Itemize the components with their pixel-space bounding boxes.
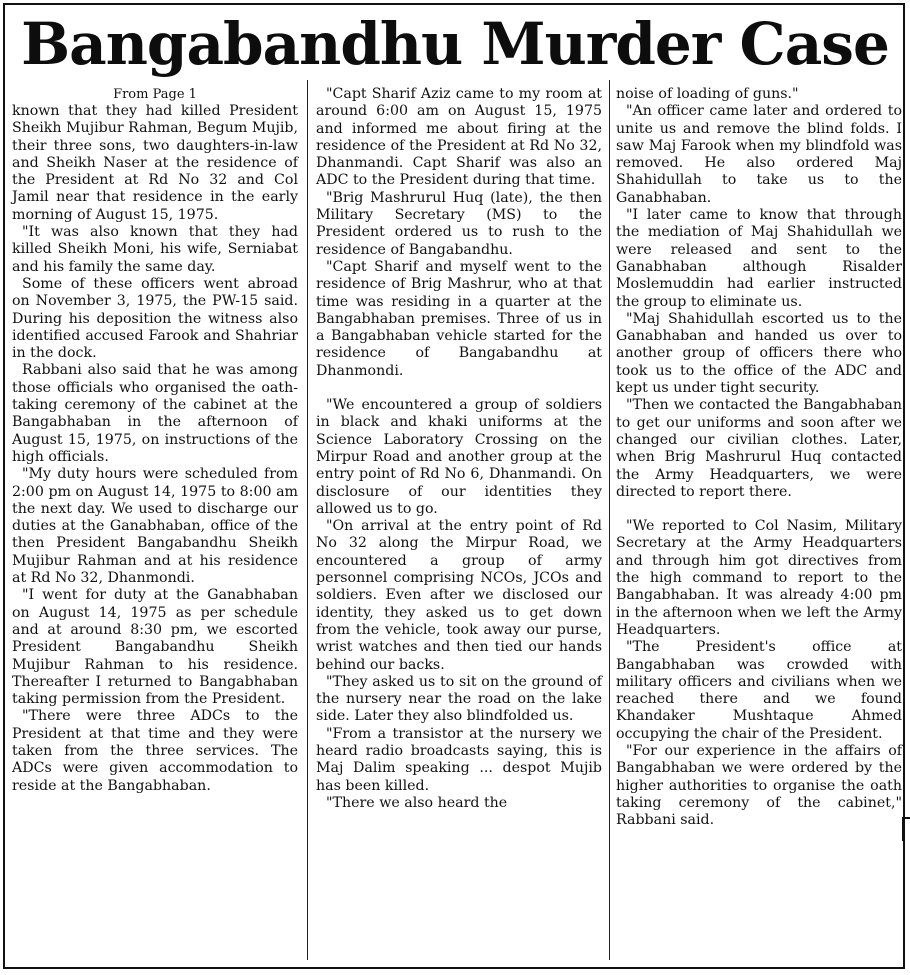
article-column-2 xyxy=(316,86,602,812)
paragraph: "We reported to Col Nasim, Military Secretary at the Army Headquarters and through him got directives from the high command to report to the Bangabhaban. It was already 4:00 pm in the afternoon when we left the Army Headquarters. xyxy=(616,518,902,638)
paragraph: Rabbani also said that he was among those officials who organised the oath-taking ceremony of the cabinet at the Bangabhaban in the afternoon of August 15, 1975, on instructions of the high officials. xyxy=(12,362,298,465)
crop-mark xyxy=(902,817,904,841)
paragraph: noise of loading of guns." xyxy=(616,86,799,102)
paragraph: Some of these officers went abroad on November 3, 1975, the PW-15 said. During his deposition the witness also identified accused Farook and Shahriar in the dock. xyxy=(12,275,298,362)
paragraph: "I later came to know that through the mediation of Maj Shahidullah we were released and sent to the Ganabhaban although Risalder Moslemuddin had earlier instructed the group to eliminate us. xyxy=(616,207,902,310)
paragraph: "From a transistor at the nursery we heard radio broadcasts saying, this is Maj Dalim speaking ... despot Mujib has been killed. xyxy=(316,725,602,794)
paragraph: "Capt Sharif and myself went to the residence of Brig Mashrur, who at that time was residing in a quarter at the Bangabhaban premises. Three of us in a Bangabhaban vehicle started for the residence of Bangabandhu at Dhanmondi. xyxy=(316,258,602,379)
column-rule xyxy=(307,80,308,960)
paragraph: known that they had killed President Sheikh Mujibur Rahman, Begum Mujib, their three sons, two daughters-in-law and Sheikh Naser at the residence of the President at Rd No 32 and Col Jamil near that residence in the early morning of August 15, 1975. xyxy=(12,103,299,223)
paragraph: "There were three ADCs to the President at that time and they were taken from the three services. The ADCs were given accommodation to reside at the Bangabhaban. xyxy=(12,708,298,794)
paragraph: "Then we contacted the Bangabhaban to get our uniforms and soon after we changed our civilian clothes. Later, when Brig Mashrurul Huq contacted the Army Headquarters, we were directed to report there. xyxy=(616,397,902,500)
paragraph: "The President's office at Bangabhaban was crowded with military officers and civilians when we reached there and we found Khandaker Mushtaque Ahmed occupying the chair of the President. xyxy=(616,639,902,742)
paragraph: "I went for duty at the Ganabhaban on August 14, 1975 as per schedule and at around 8:30 pm, we escorted President Bangabandhu Sheikh Mujibur Rahman to his residence. Thereafter I returned to Bangabhaban taking permission from the President. xyxy=(12,587,298,708)
paragraph: "Maj Shahidullah escorted us to the Ganabhaban and handed us over to another group of officers there who took us to the office of the ADC and kept us under tight security. xyxy=(616,310,902,397)
continued-from-label: From Page 1 xyxy=(113,87,197,102)
paragraph: "It was also known that they had killed Sheikh Moni, his wife, Serniabat and his family the same day. xyxy=(12,224,298,275)
paragraph: "They asked us to sit on the ground of the nursery near the road on the lake side. Later they also blindfolded us. xyxy=(316,673,602,725)
paragraph: "We encountered a group of soldiers in black and khaki uniforms at the Science Laboratory Crossing on the Mirpur Road and another group at the entry point of Rd No 6, Dhanmandi. On disclosure of our identities they allowed us to go. xyxy=(316,397,602,517)
paragraph: "Brig Mashrurul Huq (late), the then Military Secretary (MS) to the President ordered us to rush to the residence of Bangabandhu. xyxy=(316,189,602,258)
paragraph: "Capt Sharif Aziz came to my room at around 6:00 am on August 15, 1975 and informed me about firing at the residence of the President at Rd No 32, Dhanmandi. Capt Sharif was also an ADC to the President during that time. xyxy=(316,86,602,189)
paragraph: "An officer came later and ordered to unite us and remove the blind folds. I saw Maj Farook when my blindfold was removed. He also ordered Maj Shahidullah to take us to the Ganabhaban. xyxy=(616,103,902,206)
headline: Bangabandhu Murder Case xyxy=(21,10,889,78)
paragraph: "On arrival at the entry point of Rd No 32 along the Mirpur Road, we encountered a group of army personnel comprising NCOs, JCOs and soldiers. Even after we disclosed our identity, they asked us to get down from the vehicle, took away our purse, wrist watches and then tied our hands behind our backs. xyxy=(316,518,602,673)
column-rule xyxy=(609,80,610,960)
paragraph: "My duty hours were scheduled from 2:00 pm on August 14, 1975 to 8:00 am the next day. We used to discharge our duties at the Ganabhaban, office of the then President Bangabandhu Sheikh Mujibur Rahman and at his residence at Rd No 32, Dhanmondi. xyxy=(12,466,298,587)
article-column-3 xyxy=(616,86,902,829)
article-column-1 xyxy=(12,86,298,795)
paragraph: "There we also heard the xyxy=(326,794,508,811)
paragraph: "For our experience in the affairs of Bangabhaban we were ordered by the higher authorities to organise the oath taking ceremony of the cabinet," Rabbani said. xyxy=(616,742,902,829)
